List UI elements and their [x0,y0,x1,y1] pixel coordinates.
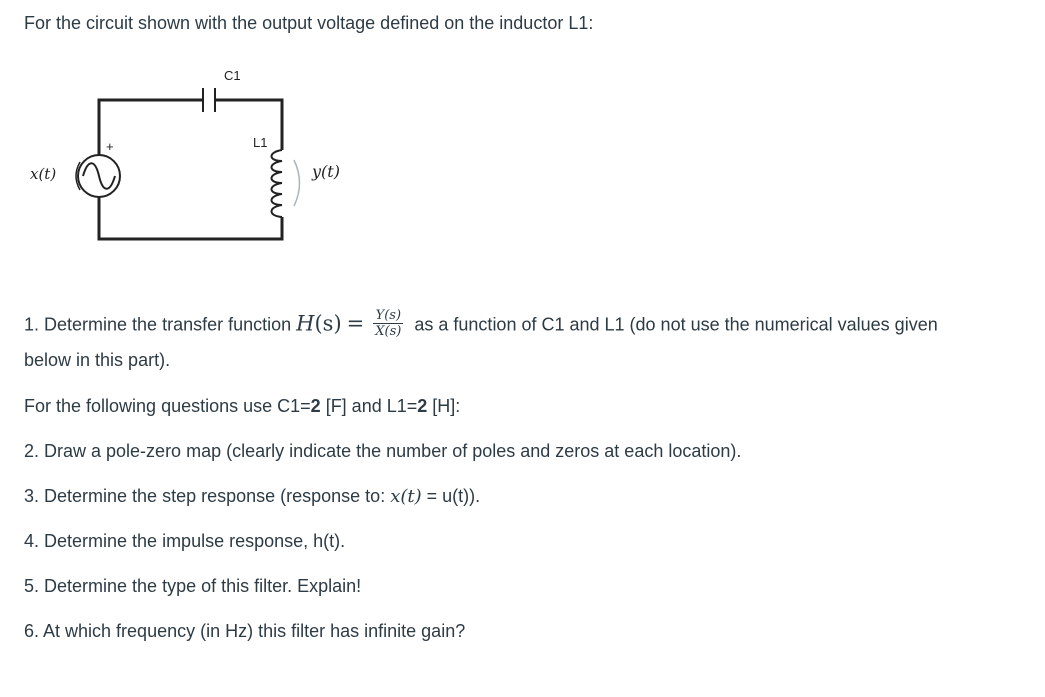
question-1-prefix: 1. Determine the transfer function [24,314,292,335]
transfer-function-h: H [296,311,315,336]
fraction-denominator: X(s) [375,324,402,339]
capacitor-label: C1 [224,68,241,83]
note-pre: For the following questions use C1= [24,396,311,416]
given-values-note [24,394,460,418]
question-1-continued: below in this part). [24,350,171,370]
c1-value: 2 [310,396,321,416]
fraction-numerator: Y(s) [373,308,403,324]
inductor-l1 [272,150,283,217]
l1-value: 2 [417,396,428,416]
transfer-fraction [373,308,403,339]
question-3 [24,484,480,509]
question-5: 5. Determine the type of this filter. Explain! [24,576,362,596]
inductor-label: L1 [253,135,268,150]
source-label: x(t) [30,165,57,183]
question-3-pre: 3. Determine the step response (response to: [24,486,391,506]
question-1 [24,310,938,341]
transfer-function-arg: (s) [314,311,342,336]
question-3-post: ). [469,486,481,506]
note-post: [H]: [427,396,461,416]
question-1-suffix: as a function of C1 and L1 (do not use the numerical values given [414,314,938,335]
circuit-wires [99,100,282,239]
voltage-source [78,155,120,197]
step-input-x: x(t) [390,486,422,507]
circuit-diagram [0,55,400,255]
step-input-u: u(t) [442,486,470,506]
question-2: 2. Draw a pole-zero map (clearly indicate the number of poles and zeros at each location). [24,441,742,461]
question-6: 6. At which frequency (in Hz) this filter has infinite gain? [24,621,466,641]
question-4: 4. Determine the impulse response, h(t). [24,531,346,551]
problem-intro: For the circuit shown with the output voltage defined on the inductor L1: [24,13,594,33]
capacitor-c1 [203,88,215,112]
output-bracket [294,160,300,206]
output-label: y(t) [312,162,340,181]
step-equals: = [421,486,443,506]
note-mid: [F] and L1= [320,396,418,416]
source-plus-sign: + [106,139,114,154]
equals-sign: = [346,311,365,336]
